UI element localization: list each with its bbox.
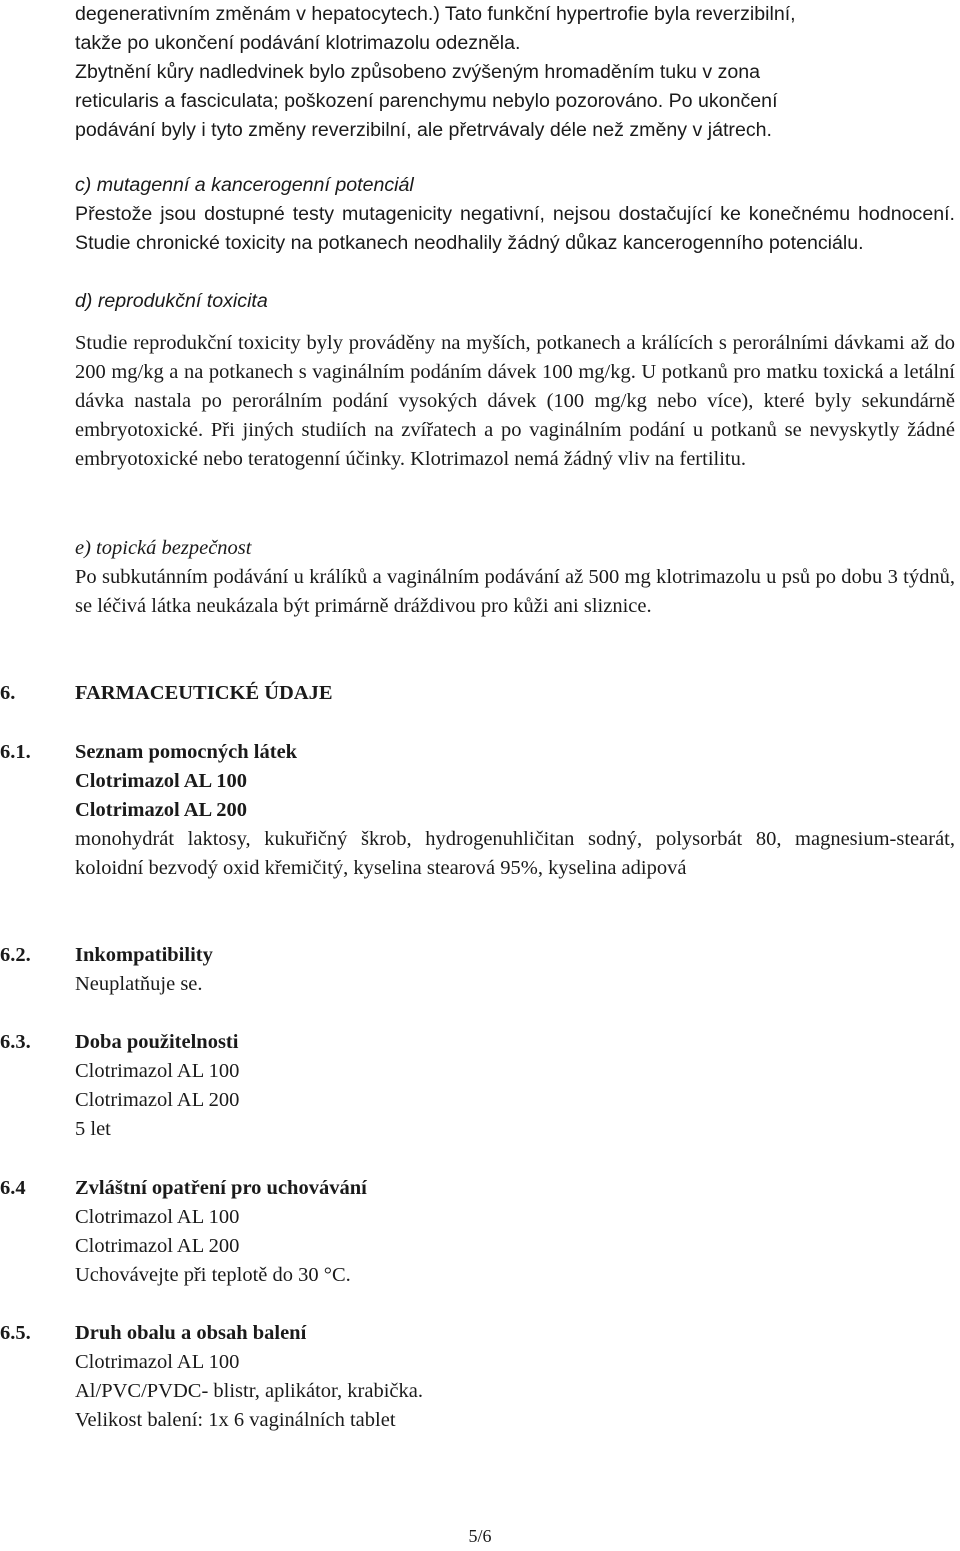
section-6-1: [0, 738, 955, 883]
section-6-3: [0, 1028, 955, 1144]
product-name: Clotrimazol AL 100: [75, 1206, 240, 1228]
product-name: Clotrimazol AL 100: [75, 770, 247, 792]
product-name: Clotrimazol AL 100: [75, 1060, 240, 1082]
storage-text: Uchovávejte při teplotě do 30 °C.: [75, 1264, 351, 1286]
section-6-5-number: 6.5.: [0, 1322, 31, 1344]
section-d-heading: d) reprodukční toxicita: [75, 290, 268, 312]
section-6-3-number: 6.3.: [0, 1031, 31, 1053]
section-e-text: Po subkutánním podávání u králíků a vaginálním podávání až 500 mg klotrimazolu u psů po dobu 3 týdnů, se léčivá látka neukázala být primárně dráždivou pro kůži ani sliznice.: [75, 566, 955, 617]
product-name: Clotrimazol AL 100: [75, 1351, 240, 1373]
section-6-5: [0, 1319, 955, 1435]
section-6-4-number: 6.4: [0, 1177, 26, 1199]
section-c-text: Přestože jsou dostupné testy mutagenicity negativní, nejsou dostačující ke konečnému hodnocení. Studie chronické toxicity na potkanech neodhalily žádný důkaz kancerogenního potenciálu.: [75, 203, 955, 254]
product-name: Clotrimazol AL 200: [75, 1235, 240, 1257]
section-6-1-number: 6.1.: [0, 741, 31, 763]
text-line: reticularis a fasciculata; poškození parenchymu nebylo pozorováno. Po ukončení: [75, 90, 778, 112]
packaging-text: Al/PVC/PVDC- blistr, aplikátor, krabička.: [75, 1380, 423, 1402]
section-6-4: [0, 1174, 955, 1290]
section-6-2: [0, 941, 955, 999]
section-6-3-title: Doba použitelnosti: [75, 1031, 239, 1053]
section-d: [75, 287, 955, 474]
section-6-1-title: Seznam pomocných látek: [75, 741, 298, 763]
text-line: podávání byly i tyto změny reverzibilní, ale přetrvávaly déle než změny v játrech.: [75, 119, 772, 141]
text-line: takže po ukončení podávání klotrimazolu odezněla.: [75, 32, 521, 54]
section-6-title: FARMACEUTICKÉ ÚDAJE: [75, 682, 333, 704]
section-d-text: Studie reprodukční toxicity byly prováděny na myších, potkanech a králících s perorálními dávkami až do 200 mg/kg a na potkanech s vaginálním podáním dávek 100 mg/kg. U potkanů pro matku toxická a letální dávka nastala po perorálním podání vysokých dávek (100 mg/kg nebo více), které byly sekundárně embryotoxické. Při jiných studiích na zvířatech a po vaginálním podání u potkanů se nevyskytly žádné embryotoxické nebo teratogenní účinky. Klotrimazol nemá žádný vliv na fertilitu.: [75, 332, 955, 470]
section-e-heading: e) topická bezpečnost: [75, 537, 252, 559]
product-name: Clotrimazol AL 200: [75, 799, 247, 821]
product-name: Clotrimazol AL 200: [75, 1089, 240, 1111]
section-6-5-title: Druh obalu a obsah balení: [75, 1322, 307, 1344]
top-paragraph: [75, 0, 955, 145]
excipients-text: monohydrát laktosy, kukuřičný škrob, hydrogenuhličitan sodný, polysorbát 80, magnesium-stearát, koloidní bezvodý oxid křemičitý, kyselina stearová 95%, kyselina adipová: [75, 828, 955, 879]
text-line: Zbytnění kůry nadledvinek bylo způsobeno zvýšeným hromaděním tuku v zona: [75, 61, 761, 83]
page-number: 5/6: [468, 1526, 492, 1546]
shelf-life: 5 let: [75, 1118, 111, 1140]
section-6-2-number: 6.2.: [0, 944, 31, 966]
section-6: [0, 679, 955, 708]
section-6-number: 6.: [0, 682, 16, 704]
section-c-heading: c) mutagenní a kancerogenní potenciál: [75, 174, 414, 196]
section-6-2-text: Neuplatňuje se.: [75, 973, 203, 995]
section-e: [75, 534, 955, 621]
text-line: degenerativním změnám v hepatocytech.) Tato funkční hypertrofie byla reverzibilní,: [75, 3, 796, 25]
section-6-2-title: Inkompatibility: [75, 944, 213, 966]
section-6-4-title: Zvláštní opatření pro uchovávání: [75, 1177, 367, 1199]
pack-size-text: Velikost balení: 1x 6 vaginálních tablet: [75, 1409, 396, 1431]
section-c: [75, 171, 955, 258]
